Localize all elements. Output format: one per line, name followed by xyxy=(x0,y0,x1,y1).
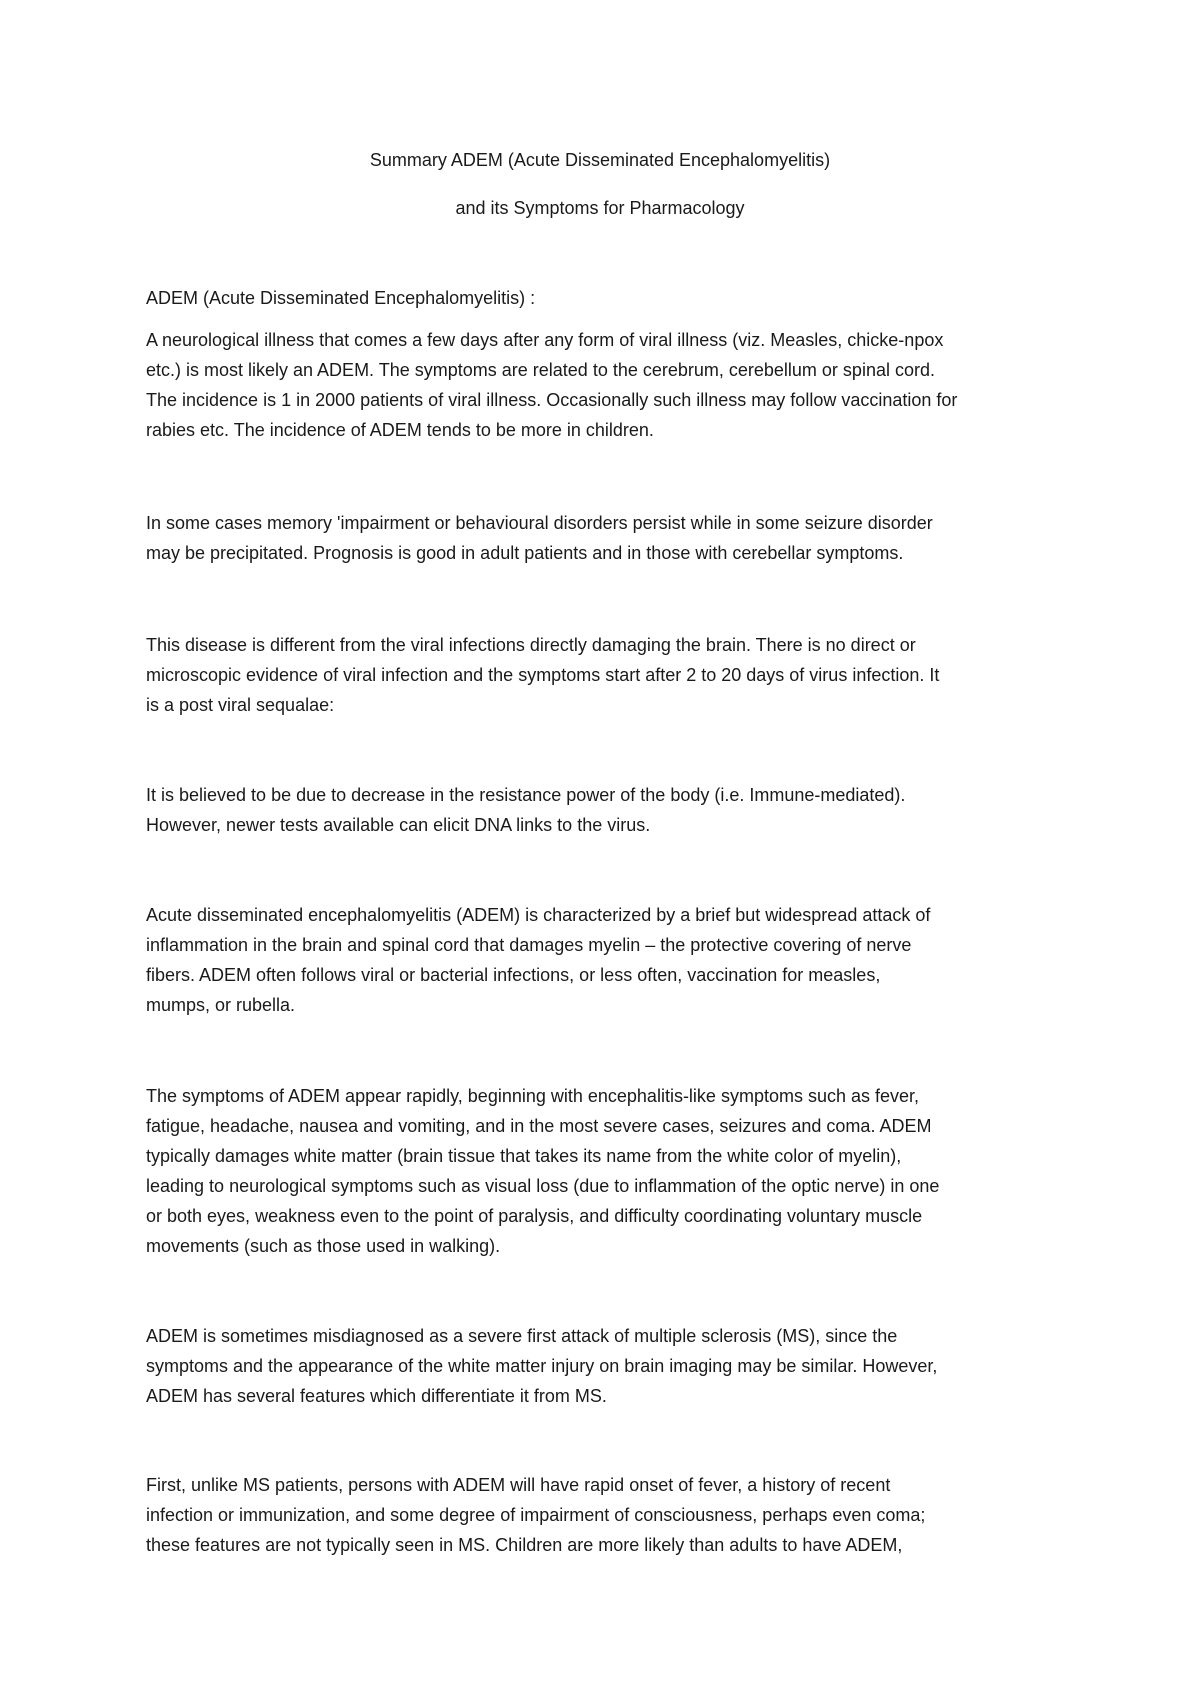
paragraph-line: fatigue, headache, nausea and vomiting, and in the most severe cases, seizures and coma. ADEM xyxy=(146,1116,932,1136)
paragraph-line: In some cases memory 'impairment or behavioural disorders persist while in some seizure disorder xyxy=(146,513,933,533)
paragraph-line: First, unlike MS patients, persons with ADEM will have rapid onset of fever, a history of recent xyxy=(146,1475,891,1495)
paragraph-line: Acute disseminated encephalomyelitis (ADEM) is characterized by a brief but widespread attack of xyxy=(146,905,931,925)
paragraph-line: typically damages white matter (brain tissue that takes its name from the white color of myelin), xyxy=(146,1146,902,1166)
paragraph-line: leading to neurological symptoms such as visual loss (due to inflammation of the optic nerve) in one xyxy=(146,1176,940,1196)
paragraph-line: ADEM is sometimes misdiagnosed as a severe first attack of multiple sclerosis (MS), since the xyxy=(146,1326,898,1346)
paragraph-line: movements (such as those used in walking). xyxy=(146,1236,501,1256)
paragraph-line: The symptoms of ADEM appear rapidly, beginning with encephalitis-like symptoms such as fever, xyxy=(146,1086,920,1106)
paragraph-6 xyxy=(146,1081,1066,1261)
paragraph-line: inflammation in the brain and spinal cord that damages myelin – the protective covering of nerve xyxy=(146,935,912,955)
paragraph-line: mumps, or rubella. xyxy=(146,995,296,1015)
paragraph-8 xyxy=(146,1470,1066,1560)
document-subtitle: and its Symptoms for Pharmacology xyxy=(455,198,745,218)
paragraph-line: may be precipitated. Prognosis is good in adult patients and in those with cerebellar symptoms. xyxy=(146,543,904,563)
paragraph-line: etc.) is most likely an ADEM. The symptoms are related to the cerebrum, cerebellum or spinal cord. xyxy=(146,360,935,380)
section-heading: ADEM (Acute Disseminated Encephalomyelitis) : xyxy=(146,288,536,308)
paragraph-7 xyxy=(146,1321,1066,1411)
paragraph-line: The incidence is 1 in 2000 patients of viral illness. Occasionally such illness may follow vaccination for xyxy=(146,390,958,410)
paragraph-line: these features are not typically seen in MS. Children are more likely than adults to have ADEM, xyxy=(146,1535,903,1555)
paragraph-line: This disease is different from the viral infections directly damaging the brain. There is no direct or xyxy=(146,635,916,655)
paragraph-2 xyxy=(146,508,1066,568)
paragraph-3 xyxy=(146,630,1066,720)
paragraph-line: microscopic evidence of viral infection and the symptoms start after 2 to 20 days of virus infection. It xyxy=(146,665,940,685)
paragraph-line: infection or immunization, and some degree of impairment of consciousness, perhaps even coma; xyxy=(146,1505,926,1525)
paragraph-line: rabies etc. The incidence of ADEM tends to be more in children. xyxy=(146,420,654,440)
paragraph-line: ADEM has several features which differentiate it from MS. xyxy=(146,1386,607,1406)
paragraph-line: However, newer tests available can elicit DNA links to the virus. xyxy=(146,815,651,835)
paragraph-5 xyxy=(146,900,1066,1020)
paragraph-line: symptoms and the appearance of the white matter injury on brain imaging may be similar. However, xyxy=(146,1356,938,1376)
paragraph-line: A neurological illness that comes a few days after any form of viral illness (viz. Measles, chicke-npox xyxy=(146,330,944,350)
paragraph-line: or both eyes, weakness even to the point of paralysis, and difficulty coordinating voluntary muscle xyxy=(146,1206,923,1226)
paragraph-1 xyxy=(146,325,1066,445)
paragraph-line: It is believed to be due to decrease in the resistance power of the body (i.e. Immune-mediated). xyxy=(146,785,906,805)
paragraph-line: fibers. ADEM often follows viral or bacterial infections, or less often, vaccination for measles, xyxy=(146,965,881,985)
document-title: Summary ADEM (Acute Disseminated Encephalomyelitis) xyxy=(369,150,831,170)
paragraph-line: is a post viral sequalae: xyxy=(146,695,335,715)
paragraph-4 xyxy=(146,780,1066,840)
